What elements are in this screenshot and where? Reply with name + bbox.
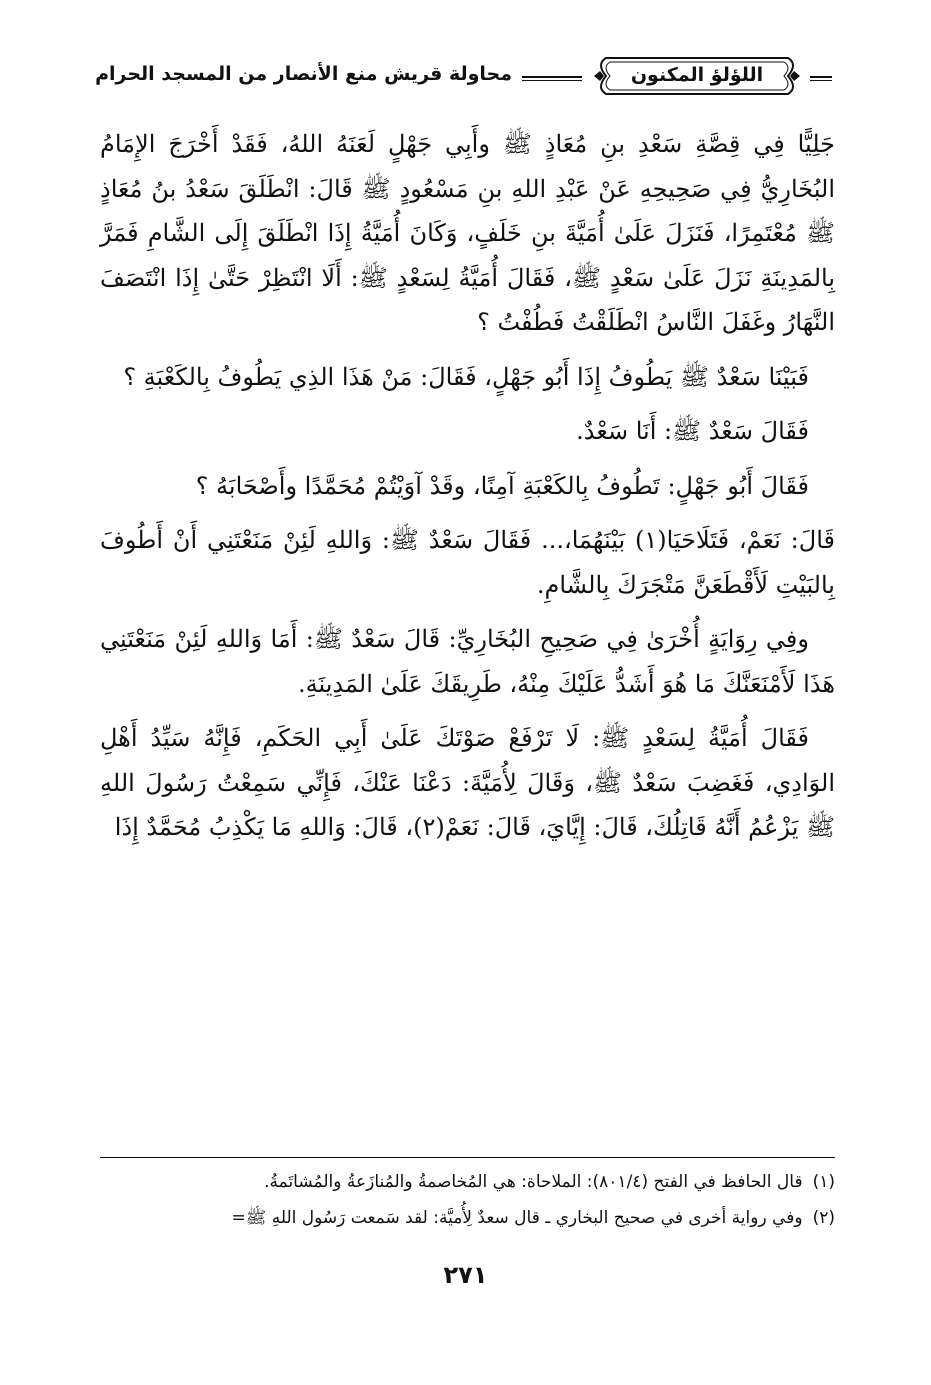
footnote-number: (١) bbox=[812, 1172, 835, 1192]
book-title-badge bbox=[592, 54, 802, 98]
paragraph: جَلِيًّا فِي قِصَّةِ سَعْدِ بنِ مُعَاذٍ ﷺ وأَبِي جَهْلٍ لَعَنَهُ اللهُ، فَقَدْ أَخْرَجَ الإِمَامُ البُخَارِيُّ فِي صَحِيحِهِ عَنْ عَبْدِ اللهِ بنِ مَسْعُودٍ ﷺ قَالَ: انْطَلَقَ سَعْدُ بنُ مُعَاذٍ ﷺ مُعْتَمِرًا، فَنَزَلَ عَلَىٰ أُمَيَّةَ بنِ خَلَفٍ، وَكَانَ أُمَيَّةُ إِذَا انْطَلَقَ إِلَى الشَّامِ فَمَرَّ بِالمَدِينَةِ نَزَلَ عَلَىٰ سَعْدٍ ﷺ، فَقَالَ أُمَيَّةُ لِسَعْدٍ ﷺ: أَلَا انْتَظِرْ حَتَّىٰ إِذَا انْتَصَفَ النَّهَارُ وغَفَلَ النَّاسُ انْطَلَقْتُ فَطُفْتُ ؟ bbox=[100, 130, 836, 336]
header-rule bbox=[522, 76, 582, 81]
paragraph: فَقَالَ أَبُو جَهْلٍ: تَطُوفُ بِالكَعْبَةِ آمِنًا، وقَدْ آوَيْتُمْ مُحَمَّدًا وأَصْحَابَهُ ؟ bbox=[195, 471, 809, 500]
paragraph: فَقَالَ سَعْدٌ ﷺ: أَنَا سَعْدٌ. bbox=[576, 417, 809, 445]
page-number: ٢٧١ bbox=[443, 1261, 488, 1289]
footnote-text: وفي رواية أخرى في صحيح البخاري ـ قال سعدٌ لِأُميَّة: لقد سَمعت رَسُول اللهِ ﷺ= bbox=[231, 1208, 803, 1228]
paragraph: فَبَيْنَا سَعْدٌ ﷺ يَطُوفُ إِذَا أَبُو جَهْلٍ، فَقَالَ: مَنْ هَذَا الذِي يَطُوفُ بِالكَعْبَةِ ؟ bbox=[123, 362, 809, 391]
book-title: اللؤلؤ المكنون bbox=[630, 64, 764, 86]
paragraph: قَالَ: نَعَمْ، فَتَلَاحَيَا(١) بَيْنَهُمَا،... فَقَالَ سَعْدٌ ﷺ: وَاللهِ لَئِنْ مَنَعْتَنِي أَنْ أَطُوفَ بِالبَيْتِ لَأَقْطَعَنَّ مَتْجَرَكَ بِالشَّامِ. bbox=[100, 526, 835, 599]
footnote-text: قال الحافظ في الفتح (٨٠١/٤): الملاحاة: هي المُخاصمةُ والمُنازَعةُ والمُشاتَمةُ. bbox=[264, 1172, 803, 1192]
footnote-number: (٢) bbox=[812, 1208, 835, 1228]
chapter-title: محاولة قريش منع الأنصار من المسجد الحرام bbox=[95, 63, 512, 85]
main-text bbox=[100, 122, 835, 860]
paragraph: فَقَالَ أُمَيَّةُ لِسَعْدٍ ﷺ: لَا تَرْفَعْ صَوْتَكَ عَلَىٰ أَبِي الحَكَمِ، فَإِنَّهُ سَيِّدُ أَهْلِ الوَادِي، فَغَضِبَ سَعْدٌ ﷺ، وَقَالَ لِأُمَيَّةَ: دَعْنَا عَنْكَ، فَإِنِّي سَمِعْتُ رَسُولَ اللهِ ﷺ يَزْعُمُ أَنَّهُ قَاتِلُكَ، قَالَ: إِيَّايَ، قَالَ: نَعَمْ(٢)، قَالَ: وَاللهِ مَا يَكْذِبُ مُحَمَّدٌ إِذَا bbox=[100, 724, 835, 841]
paragraph: وفِي رِوَايَةٍ أُخْرَىٰ فِي صَحِيحِ البُخَارِيِّ: قَالَ سَعْدٌ ﷺ: أَمَا وَاللهِ لَئِنْ مَنَعْتَنِي هَذَا لَأَمْنَعَنَّكَ مَا هُوَ أَشَدُّ عَلَيْكَ مِنْهُ، طَرِيقَكَ عَلَىٰ المَدِينَةِ. bbox=[100, 625, 835, 698]
header-rule bbox=[810, 76, 832, 81]
footnotes bbox=[100, 1164, 835, 1236]
footnote bbox=[100, 1164, 835, 1200]
footnote bbox=[100, 1200, 835, 1236]
footnote-separator bbox=[100, 1157, 835, 1158]
running-header bbox=[95, 50, 832, 104]
